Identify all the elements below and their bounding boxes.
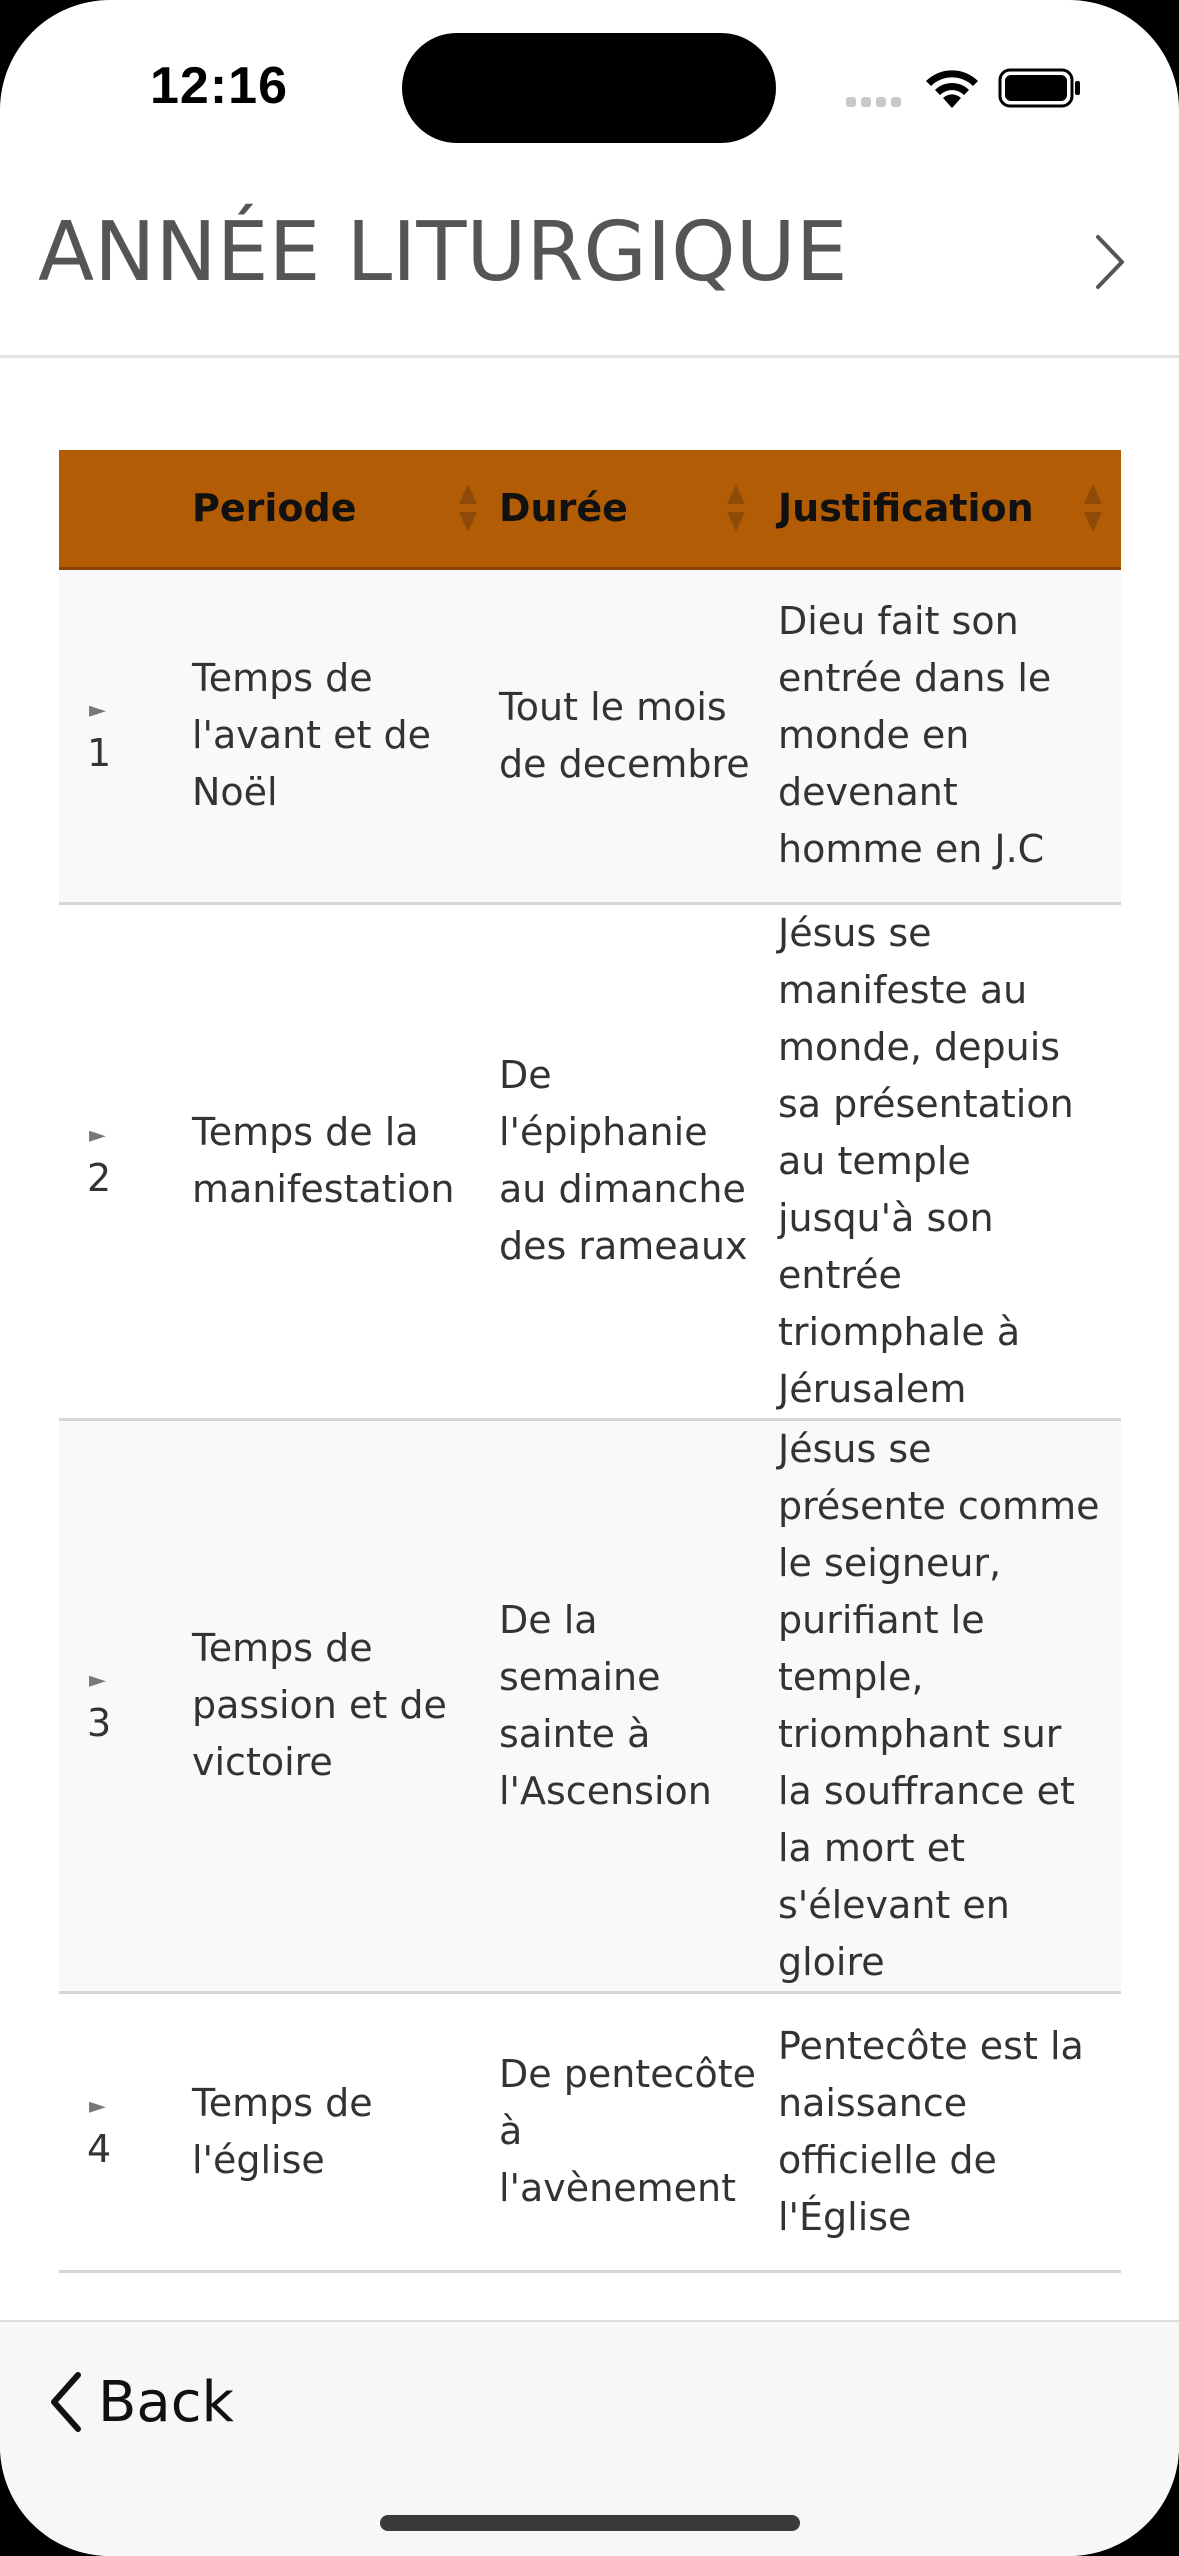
row-number: 1 <box>87 730 112 775</box>
column-header-index <box>59 450 192 568</box>
periode-cell: Temps de passion et de victoire <box>192 1626 447 1784</box>
table-header <box>59 450 1121 568</box>
row-index-cell[interactable] <box>59 568 192 903</box>
expand-row-icon[interactable]: ► <box>89 697 106 723</box>
duree-cell: De pentecôte à l'avènement <box>499 2052 757 2210</box>
justification-cell: Jésus se présente comme le seigneur, purifiant le temple, triomphant sur la souffrance et la mort et s'élevant en gloire <box>778 1426 1100 1984</box>
duree-cell: Tout le mois de decembre <box>499 684 750 786</box>
status-bar <box>0 0 1179 175</box>
sort-icon <box>725 482 747 534</box>
periode-cell: Temps de la manifestation <box>192 1110 455 1211</box>
row-number: 4 <box>87 2126 112 2171</box>
periode-cell: Temps de l'avant et de Noël <box>192 656 431 814</box>
home-indicator[interactable] <box>380 2515 800 2531</box>
row-number: 3 <box>87 1700 112 1745</box>
column-header-duree[interactable]: Durée <box>499 450 778 568</box>
column-header-periode[interactable]: Periode <box>192 450 499 568</box>
justification-cell: Jésus se manifeste au monde, depuis sa présentation au temple jusqu'à son entrée triomphale à Jérusalem <box>778 910 1074 1411</box>
table-body <box>59 568 1121 2271</box>
expand-row-icon[interactable]: ► <box>89 2093 106 2119</box>
liturgical-table <box>59 450 1121 2273</box>
table-row[interactable] <box>59 568 1121 903</box>
justification-cell: Dieu fait son entrée dans le monde en devenant homme en J.C <box>778 599 1052 871</box>
wifi-icon <box>922 64 982 110</box>
expand-row-icon[interactable]: ► <box>89 1123 106 1148</box>
table-row[interactable] <box>59 1419 1121 1992</box>
battery-icon <box>998 68 1082 108</box>
duree-cell: De l'épiphanie au dimanche des rameaux <box>499 1053 748 1268</box>
duree-cell: De la semaine sainte à l'Ascension <box>499 1597 712 1813</box>
page-title: ANNÉE LITURGIQUE <box>38 205 848 300</box>
column-header-justification[interactable]: Justification <box>778 450 1121 568</box>
page-header <box>0 175 1179 358</box>
expand-row-icon[interactable]: ► <box>89 1667 106 1693</box>
row-number: 2 <box>87 1156 112 1200</box>
dynamic-island <box>402 33 776 143</box>
liturgical-table-container <box>59 450 1121 2273</box>
cellular-signal-icon <box>846 92 906 106</box>
table-row[interactable] <box>59 903 1121 1419</box>
table-row[interactable] <box>59 1992 1121 2271</box>
row-index-cell[interactable] <box>59 1992 192 2271</box>
back-button[interactable] <box>46 2362 234 2442</box>
chevron-left-icon <box>46 2369 86 2435</box>
status-time: 12:16 <box>150 57 288 115</box>
justification-cell: Pentecôte est la naissance officielle de l'Église <box>778 2023 1084 2239</box>
back-button-label: Back <box>98 2369 234 2435</box>
periode-cell: Temps de l'église <box>192 2080 373 2182</box>
sort-icon <box>457 482 479 534</box>
row-index-cell[interactable] <box>59 903 192 1419</box>
chevron-right-icon[interactable] <box>1090 227 1130 297</box>
sort-icon <box>1082 482 1104 534</box>
row-index-cell[interactable] <box>59 1419 192 1992</box>
